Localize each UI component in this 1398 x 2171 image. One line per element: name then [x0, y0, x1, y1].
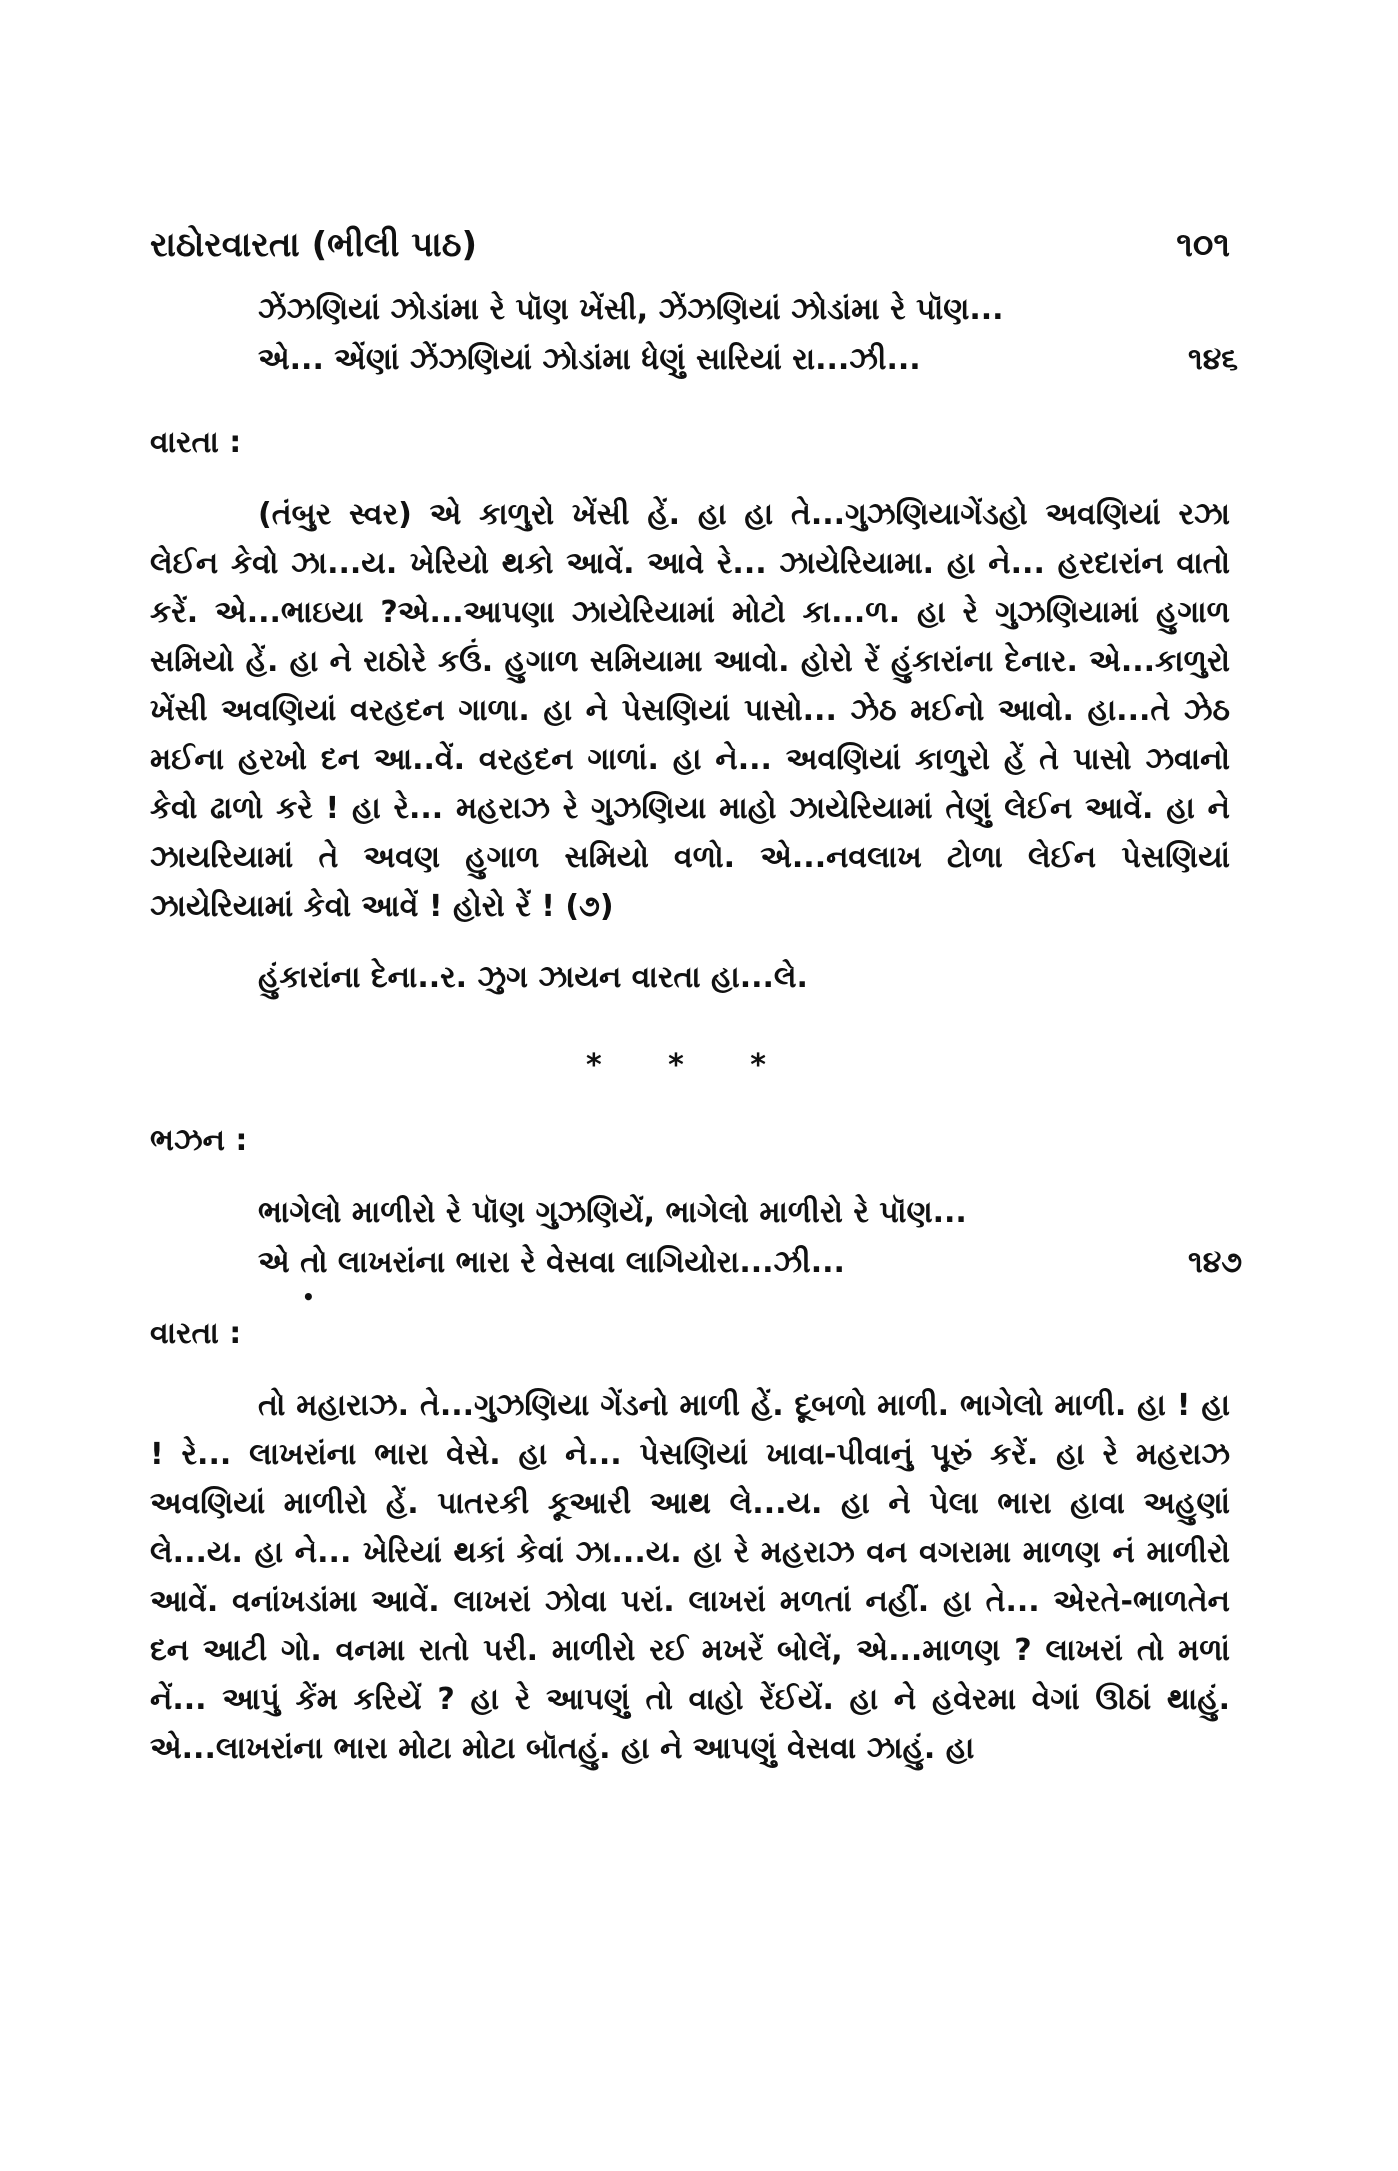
section-divider: * * *	[586, 1048, 794, 1083]
verse-line	[258, 285, 1230, 335]
book-page	[150, 225, 1243, 1773]
section-label-bhajan: ભઝન :	[150, 1123, 248, 1158]
verse-line-text: ઝેંઝણિયાં ઝોડાંમા રે પૉણ ખેંસી, ઝેંઝણિયાં ઝોડાંમા રે પૉણ...	[258, 292, 1004, 327]
verse-line	[258, 335, 1239, 385]
verse-line-text: એ... એંણાં ઝેંઝણિયાં ઝોડાંમા ધેણું સારિયાં રા...ઝી...	[258, 342, 921, 377]
verse-number: ૧૪૬	[1188, 342, 1239, 377]
verse-146	[150, 285, 1239, 385]
verse-line	[258, 1188, 1230, 1238]
running-header	[150, 225, 1230, 285]
prose-paragraph: તો મહારાઝ. તે...ગુઝણિયા ગેંડનો માળી હેં. દૂબળો માળી. ભાગેલો માળી. હા ! હા ! રે... લાખરાંના ભારા વેસે. હા ને... પેસણિયાં ખાવા-પીવાનું પૂરું કરેં. હા રે મહરાઝ અવણિયાં માળીરો હેં. પાતરકી કૂઆરી આથ લે...ય. હા ને પેલા ભારા હાવા અહુણાં લે...ય. હા ને... ખેરિયાં થકાં કેવાં ઝા...ય. હા રે મહરાઝ વન વગરામા માળણ નં માળીરો આવેં. વનાંખડાંમા આવેં. લાખરાં ઝોવા પરાં. લાખરાં મળતાં નહીં. હા તે... એરતે-ભાળતેન દન આટી ગો. વનમા રાતો પરી. માળીરો રઈ મખરેં બોલેં, એ...માળણ ? લાખરાં તો મળાં નેં... આપું કેંમ કરિયેં ? હા રે આપણું તો વાહો રેંઈયેં. હા ને હવેરમા વેગાં ઊઠાં થાહું. એ...લાખરાંના ભારા મોટા મોટા બૉતહું. હા ને આપણું વેસવા ઝાહું. હા	[150, 1388, 1230, 1766]
verse-line	[258, 1238, 1243, 1288]
verse-147	[150, 1188, 1243, 1288]
prose-paragraph-short: હુંકારાંના દેના..ર. ઝુગ ઝાયન વારતા હા...લે.	[258, 960, 808, 995]
verse-number: ૧૪૭	[1188, 1245, 1243, 1280]
dot-mark: •	[302, 1285, 315, 1309]
section-label-varta: વારતા :	[150, 1316, 242, 1351]
prose-paragraph: (તંબુર સ્વર) એ કાળુરો ખેંસી હેં. હા હા તે...ગુઝણિયાગેંડહો અવણિયાં રઝા લેઈન કેવો ઝા...ય. ખેરિયો થકો આવેં. આવે રે... ઝાયેરિયામા. હા ને... હરદારાંન વાતો કરેં. એ...ભાઇયા ?એ...આપણા ઝાયેરિયામાં મોટો કા...ળ. હા રે ગુઝણિયામાં હુગાળ સમિયો હેં. હા ને રાઠોરે કઉં. હુગાળ સમિયામા આવો. હોરો રેં હુંકારાંના દેનાર. એ...કાળુરો ખેંસી અવણિયાં વરહદન ગાળા. હા ને પેસણિયાં પાસો... ઝેઠ મઈનો આવો. હા...તે ઝેઠ મઈના હરખો દન આ..વેં. વરહદન ગાળાં. હા ને... અવણિયાં કાળુરો હેં તે પાસો ઝવાનો કેવો ઢાળો કરે ! હા રે... મહરાઝ રે ગુઝણિયા માહો ઝાયેરિયામાં તેણું લેઈન આવેં. હા ને ઝાયરિયામાં તે અવણ હુગાળ સમિયો વળો. એ...નવલાખ ટોળા લેઈન પેસણિયાં ઝાયેરિયામાં કેવો આવેં ! હોરો રેં ! (૭)	[150, 497, 1230, 924]
running-title: રાઠોરવારતા (ભીલી પાઠ)	[150, 225, 478, 265]
verse-line-text: ભાગેલો માળીરો રે પૉણ ગુઝણિયેં, ભાગેલો માળીરો રે પૉણ...	[258, 1195, 967, 1230]
verse-line-text: એ તો લાખરાંના ભારા રે વેસવા લાગિયોરા...ઝી...	[258, 1245, 845, 1280]
page-number: ૧૦૧	[1176, 225, 1230, 265]
section-label-varta: વારતા :	[150, 425, 242, 460]
